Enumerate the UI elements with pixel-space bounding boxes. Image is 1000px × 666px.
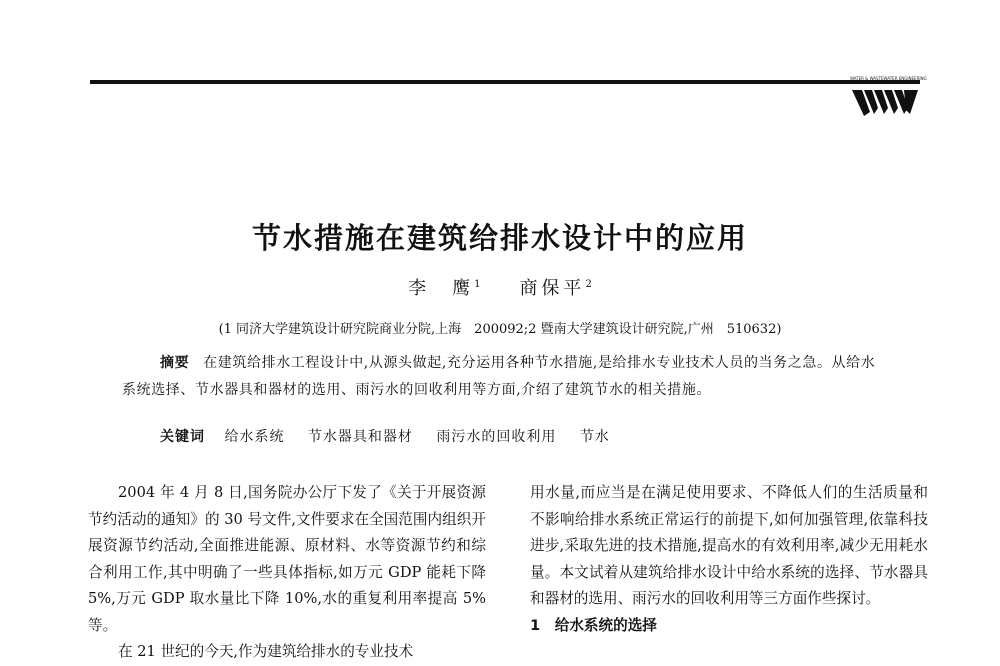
author-name: 李 鹰	[408, 278, 475, 299]
body-column-right	[530, 480, 928, 639]
keyword: 雨污水的回收利用	[436, 429, 557, 445]
abstract-text: 在建筑给排水工程设计中,从源头做起,充分运用各种节水措施,是给排水专业技术人员的当务之急。从给水系统选择、节水器具和器材的选用、雨污水的回收利用等方面,介绍了建筑节水的相关措施。	[122, 355, 876, 398]
body-paragraph: 用水量,而应当是在满足使用要求、不降低人们的生活质量和不影响给排水系统正常运行的前提下,如何加强管理,依靠科技进步,采取先进的技术措施,提高水的有效利用率,减少无用耗水量。本文试着从建筑给排水设计中给水系统的选择、节水器具和器材的选用、雨污水的回收利用等三方面作些探讨。	[530, 484, 928, 607]
abstract-label: 摘要	[160, 355, 190, 371]
keyword: 节水	[579, 429, 610, 445]
ww-logo-icon	[850, 76, 927, 120]
header-rule	[90, 80, 920, 84]
author-affil-mark: 1	[474, 279, 481, 290]
keywords-label: 关键词	[160, 429, 205, 445]
keyword: 给水系统	[224, 429, 285, 445]
affiliation: (1 同济大学建筑设计研究院商业分院,上海 200092;2 暨南大学建筑设计研究院,广州 510632)	[218, 322, 782, 337]
author-name: 商保平	[519, 278, 586, 299]
author-list	[0, 274, 1000, 300]
abstract	[122, 350, 882, 404]
body-paragraph: 2004 年 4 月 8 日,国务院办公厅下发了《关于开展资源节约活动的通知》的 30 号文件,文件要求在全国范围内组织开展资源节约活动,全面推进能源、原材料、水等资源节约和综合利用工作,其中明确了一些具体指标,如万元 GDP 能耗下降 5%,万元 GDP 取水量比下降 10%,水的重复利用率提高 5%等。	[88, 484, 486, 634]
keyword: 节水器具和器材	[307, 429, 413, 445]
author-affil-mark: 2	[585, 279, 592, 290]
body-paragraph: 在 21 世纪的今天,作为建筑给排水的专业技术	[118, 643, 414, 660]
journal-logo-text: WATER & WASTEWATER ENGINEERING	[850, 76, 927, 81]
article-title: 节水措施在建筑给排水设计中的应用	[251, 221, 748, 255]
keywords	[160, 426, 880, 446]
section-heading: 1 给水系统的选择	[530, 616, 657, 634]
body-column-left	[88, 480, 486, 666]
